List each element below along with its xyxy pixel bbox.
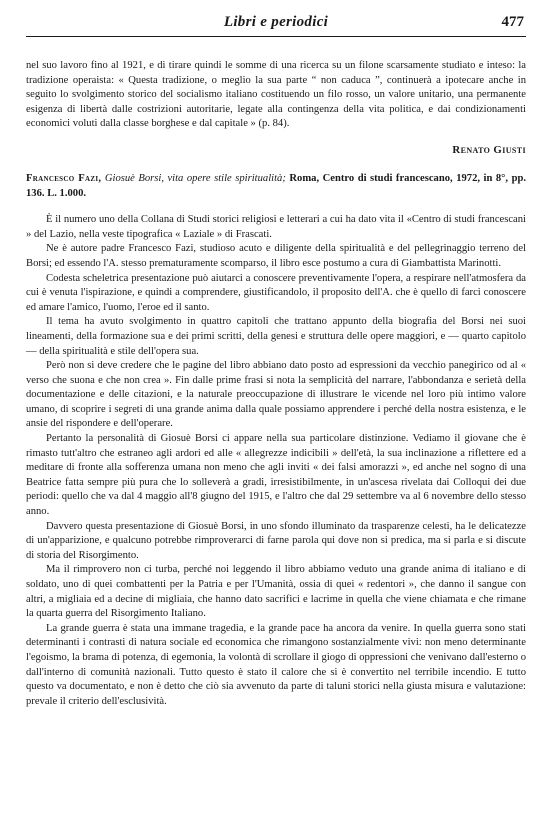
body-paragraph-9: La grande guerra è stata una immane tragedia, e la grande pace ha ancora da venire. In quella guerra sono stati determinanti i contrasti di natura sociale ed economica che rimangono sostanzialmente vivi: non meno determinante l'egoismo, la brama di potenza, di egemonia, la volontà di scrollare il giogo di oppressioni che venivano dall'esterno o dall'interno di comunità nazionali. Tutto questo è stato il calore che si è convertito nel terribile incendio. E tutto questo va documentato, e non è detto che ciò sia avvenuto da parte di taluni storici nella giusta misura e valutazione: prevale il criterio dell'esclusività. [26, 622, 526, 707]
body-paragraph-8: Ma il rimprovero non ci turba, perché noi leggendo il libro abbiamo veduto una grande anima di italiano e di soldato, uno di quei combattenti per la Patria e per l'Umanità, ossia di quei « redentori », che danno il sangue con altri, a migliaia ed a decine di migliaia, che hanno dato sacrifici e lacrime in quella che viene chiamata e che rimane la quarta guerra del Risorgimento Italiano. [26, 564, 526, 620]
review-heading [26, 172, 526, 201]
running-title: Libri e periodici [223, 14, 329, 30]
review-signature: Renato Giusti [452, 143, 526, 156]
body-paragraph-6: Pertanto la personalità di Giosuè Borsi ci appare nella sua particolare distinzione. Vediamo il giovane che è rimasto tutt'altro che estraneo agli ardori ed alle « allegrezze indicibili » dell'età, la sua inclinazione a riflettere ed a meditare di fronte alla sofferenza umana non meno che agli inviti « dei falsi amorazzi », ed anche nel sogno di una Beatrice fatta sempre più pura che lo solleverà a gradi, irresistibilmente, in un'ascesa rivelata dai Colloqui dei due periodi: quello che va dal 4 maggio all'8 giugno del 1915, e l'altro che dal 29 settembre va al 6 novembre dello stesso anno. [26, 433, 526, 518]
body-paragraph-3: Codesta scheletrica presentazione può aiutarci a conoscere preventivamente l'opera, a respirare nell'atmosfera da cui è venuta l'ispirazione, e quindi a comprendere, giustificandolo, il proposito dell'A. che è quello di farci conoscere ed amare l'amico, l'uomo, l'eroe ed il santo. [26, 272, 526, 313]
body-paragraph-1: È il numero uno della Collana di Studi storici religiosi e letterari a cui ha dato vita il «Centro di studi francescani » del Lazio, nella veste tipografica « Laziale » di Frascati. [26, 214, 526, 240]
page-header [26, 10, 526, 37]
review-book-title: Giosuè Borsi, vita opere stile spiritualità; [104, 172, 286, 184]
body-paragraph-2: Ne è autore padre Francesco Fazi, studioso acuto e diligente della spiritualità e del pellegrinaggio terreno del Borsi; ed essendo l'A. stesso prematuramente scomparso, il libro esce postumo a cura di Giambattista Marinotti. [26, 243, 526, 269]
review-author: Francesco Fazi, [26, 172, 102, 184]
body-paragraph-7: Davvero questa presentazione di Giosuè Borsi, in uno sfondo illuminato da trasparenze celesti, ha le delicatezze di un'apparizione, e qualcuno potrebbe rimproverarci di farne parola qui dove non si predica, ma si parla e si discute di storia del Risorgimento. [26, 520, 526, 561]
review-publication-details: Roma, Centro di studi francescano, 1972, in 8°, pp. 136. L. 1.000. [26, 172, 526, 199]
page-number: 477 [501, 14, 524, 30]
body-paragraph-4: Il tema ha avuto svolgimento in quattro capitoli che trattano appunto della biografia del Borsi nei suoi lineamenti, della formazione sua e dei primi scritti, della genesi e struttura delle opere maggiori, e — quarto capitolo — della spiritualità e stile dell'opera sua. [26, 316, 526, 357]
intro-paragraph: nel suo lavoro fino al 1921, e di tirare quindi le somme di una ricerca su un filone scarsamente studiato e inteso: la tradizione operaista: « Questa tradizione, o meglio la sua parte “ non caduca ”, continuerà a ipotecare anche in seguito lo svolgimento storico del socialismo italiano costituendo un filo rosso, un valore unitario, una permanente esigenza di libertà dalle costrizioni autoritarie, legate alla contingenza della vita politica, e dai condizionamenti economici voluti dalla classe borghese e dal capitale » (p. 84). [26, 60, 526, 130]
body-paragraph-5: Però non si deve credere che le pagine del libro abbiano dato posto ad espressioni da vecchio panegirico od al « verso che suona e che non crea ». Fin dalle prime frasi si nota la semplicità del narrare, l'abbondanza e serietà della documentazione e delle citazioni, e la naturale preoccupazione di illustrare le vicende nel loro più intimo valore umano, di scoprire i segreti di una grande anima dalla quale possiamo apprendere i perché della nostra esistenza, e le ansie del rispondere e dell'operare. [26, 360, 526, 430]
